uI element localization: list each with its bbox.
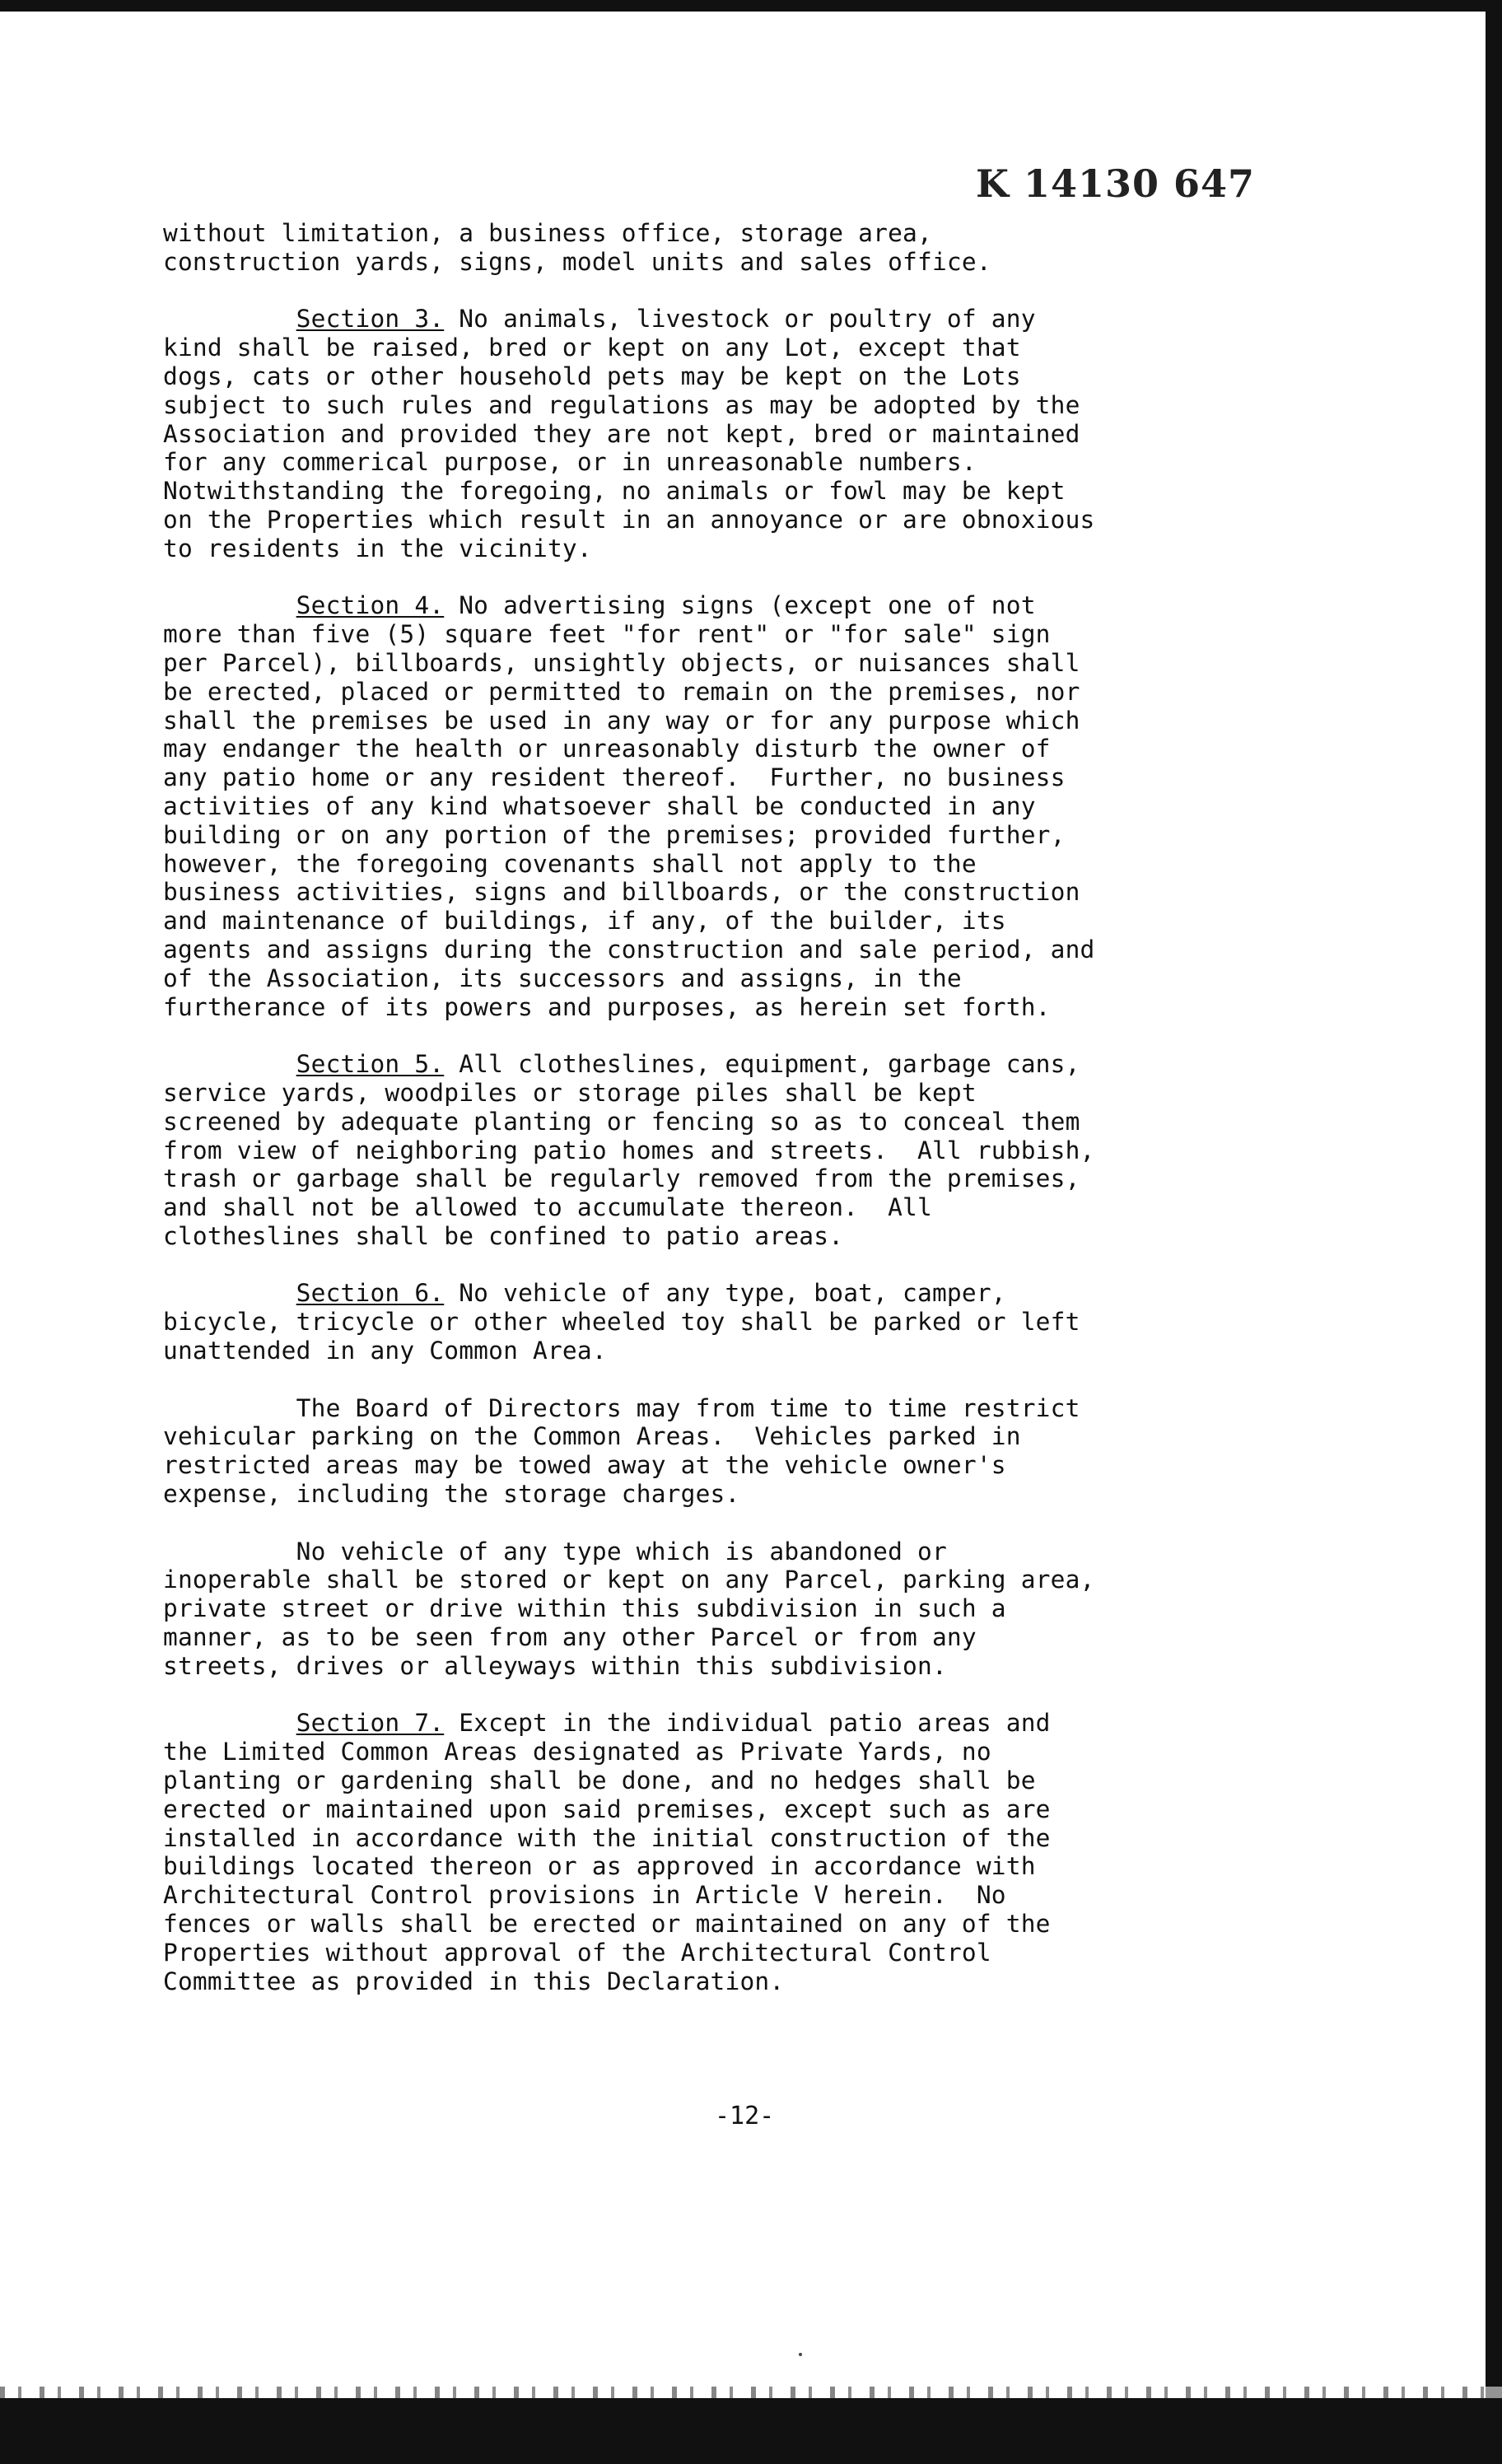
text-line <box>163 219 1299 248</box>
line-text: more than five (5) square feet "for rent" or "for sale" sign <box>163 620 1051 649</box>
text-line <box>163 936 1299 964</box>
text-line <box>163 1079 1299 1108</box>
line-text: Notwithstanding the foregoing, no animals or fowl may be kept <box>163 477 1066 506</box>
text-line <box>163 1308 1299 1337</box>
text-line <box>163 1050 1299 1079</box>
paragraph-indent <box>163 1050 296 1078</box>
line-text: manner, as to be seen from any other Parcel or from any <box>163 1623 977 1652</box>
text-line <box>163 1451 1299 1480</box>
line-text: expense, including the storage charges. <box>163 1480 740 1509</box>
text-line <box>163 964 1299 993</box>
line-text: agents and assigns during the construction and sale period, and <box>163 935 1095 964</box>
line-text: kind shall be raised, bred or kept on any Lot, except that <box>163 334 1021 362</box>
line-text: streets, drives or alleyways within this subdivision. <box>163 1651 947 1680</box>
line-text: screened by adequate planting or fencing so as to conceal them <box>163 1107 1080 1136</box>
document-paragraph <box>163 591 1299 1021</box>
text-line <box>163 620 1299 649</box>
line-text: Properties without approval of the Architectural Control <box>163 1938 991 1967</box>
document-paragraph <box>163 1279 1299 1365</box>
text-line <box>163 878 1299 907</box>
line-text: Architectural Control provisions in Article V herein. No <box>163 1881 1006 1910</box>
text-line <box>163 1852 1299 1881</box>
text-line <box>163 1164 1299 1193</box>
paragraph-indent <box>163 1279 296 1307</box>
line-text: restricted areas may be towed away at the vehicle owner's <box>163 1451 1006 1480</box>
line-text: No advertising signs (except one of not <box>444 591 1036 620</box>
text-line <box>163 850 1299 879</box>
text-line <box>163 1910 1299 1939</box>
page-number: -12- <box>715 2102 775 2130</box>
section-heading: Section 6. <box>296 1279 445 1308</box>
text-line <box>163 334 1299 362</box>
line-text: be erected, placed or permitted to remain on the premises, nor <box>163 677 1080 706</box>
line-text: per Parcel), billboards, unsightly objects, or nuisances shall <box>163 648 1080 677</box>
line-text: trash or garbage shall be regularly removed from the premises, <box>163 1164 1080 1193</box>
text-line <box>163 1939 1299 1967</box>
line-text: building or on any portion of the premises; provided further, <box>163 820 1066 849</box>
text-line <box>163 735 1299 763</box>
text-line <box>163 1623 1299 1652</box>
line-text: construction yards, signs, model units and sales office. <box>163 247 991 276</box>
text-line <box>163 763 1299 792</box>
document-paragraph <box>163 219 1299 277</box>
paragraph-indent <box>163 1394 296 1422</box>
section-heading: Section 3. <box>296 305 445 334</box>
line-text: of the Association, its successors and assigns, in the <box>163 964 962 992</box>
text-line <box>163 1795 1299 1824</box>
document-paragraph <box>163 1050 1299 1251</box>
line-text: on the Properties which result in an annoyance or are obnoxious <box>163 505 1095 534</box>
document-paragraph <box>163 1709 1299 1995</box>
line-text: clotheslines shall be confined to patio areas. <box>163 1221 844 1250</box>
text-line <box>163 678 1299 707</box>
text-line <box>163 248 1299 277</box>
text-line <box>163 1422 1299 1451</box>
line-text: private street or drive within this subdivision in such a <box>163 1594 1006 1623</box>
section-heading: Section 4. <box>296 591 445 620</box>
line-text: buildings located thereon or as approved in accordance with <box>163 1852 1036 1881</box>
line-text: service yards, woodpiles or storage piles shall be kept <box>163 1078 977 1107</box>
document-body <box>163 219 1299 2024</box>
text-line <box>163 1766 1299 1795</box>
line-text: No vehicle of any type, boat, camper, <box>444 1279 1006 1308</box>
line-text: and shall not be allowed to accumulate thereon. All <box>163 1193 932 1222</box>
line-text: shall the premises be used in any way or for any purpose which <box>163 706 1080 735</box>
document-paragraph <box>163 1538 1299 1681</box>
text-line <box>163 907 1299 936</box>
text-line <box>163 391 1299 420</box>
text-line <box>163 448 1299 477</box>
line-text: erected or maintained upon said premises, except such as are <box>163 1794 1051 1823</box>
text-line <box>163 1136 1299 1165</box>
text-line <box>163 591 1299 620</box>
line-text: any patio home or any resident thereof. Further, no business <box>163 763 1066 792</box>
line-text: fences or walls shall be erected or maintained on any of the <box>163 1910 1051 1939</box>
line-text: subject to such rules and regulations as may be adopted by the <box>163 390 1080 419</box>
text-line <box>163 1967 1299 1996</box>
line-text: without limitation, a business office, storage area, <box>163 219 932 247</box>
text-line <box>163 1279 1299 1308</box>
line-text: for any commerical purpose, or in unreasonable numbers. <box>163 448 977 477</box>
text-line <box>163 1594 1299 1623</box>
line-text: may endanger the health or unreasonably disturb the owner of <box>163 735 1051 763</box>
section-heading: Section 5. <box>296 1050 445 1079</box>
line-text: the Limited Common Areas designated as Private Yards, no <box>163 1738 991 1766</box>
document-paragraph <box>163 1394 1299 1509</box>
text-line <box>163 1709 1299 1738</box>
line-text: to residents in the vicinity. <box>163 534 592 562</box>
line-text: Committee as provided in this Declaration. <box>163 1967 785 1995</box>
line-text: activities of any kind whatsoever shall be conducted in any <box>163 791 1036 820</box>
line-text: dogs, cats or other household pets may be kept on the Lots <box>163 362 1021 390</box>
scan-speck <box>799 2353 802 2356</box>
text-line <box>163 993 1299 1022</box>
line-text: installed in accordance with the initial construction of the <box>163 1823 1051 1852</box>
scan-border-top <box>0 0 1502 12</box>
line-text: The Board of Directors may from time to time restrict <box>296 1393 1080 1422</box>
line-text: unattended in any Common Area. <box>163 1337 607 1365</box>
line-text: however, the foregoing covenants shall not apply to the <box>163 849 977 878</box>
text-line <box>163 821 1299 850</box>
line-text: business activities, signs and billboards, or the construction <box>163 878 1080 907</box>
line-text: inoperable shall be stored or kept on any Parcel, parking area, <box>163 1566 1095 1594</box>
line-text: vehicular parking on the Common Areas. Vehicles parked in <box>163 1422 1021 1451</box>
text-line <box>163 534 1299 563</box>
section-heading: Section 7. <box>296 1709 445 1738</box>
text-line <box>163 506 1299 534</box>
line-text: bicycle, tricycle or other wheeled toy shall be parked or left <box>163 1308 1080 1337</box>
text-line <box>163 649 1299 678</box>
text-line <box>163 1538 1299 1566</box>
text-line <box>163 420 1299 449</box>
text-line <box>163 305 1299 334</box>
line-text: No animals, livestock or poultry of any <box>444 305 1036 334</box>
text-line <box>163 1881 1299 1910</box>
text-line <box>163 1222 1299 1251</box>
text-line <box>163 1394 1299 1423</box>
text-line <box>163 707 1299 735</box>
text-line <box>163 477 1299 506</box>
line-text: from view of neighboring patio homes and streets. All rubbish, <box>163 1136 1095 1164</box>
scan-border-right <box>1486 0 1502 2464</box>
line-text: furtherance of its powers and purposes, as herein set forth. <box>163 992 1051 1021</box>
line-text: All clotheslines, equipment, garbage cans, <box>444 1050 1080 1079</box>
paragraph-indent <box>163 305 296 333</box>
scan-border-bottom <box>0 2398 1502 2464</box>
text-line <box>163 1337 1299 1365</box>
text-line <box>163 1824 1299 1853</box>
line-text: and maintenance of buildings, if any, of the builder, its <box>163 907 1006 936</box>
text-line <box>163 1566 1299 1594</box>
line-text: Association and provided they are not kept, bred or maintained <box>163 419 1080 448</box>
line-text: No vehicle of any type which is abandoned or <box>296 1537 947 1566</box>
document-paragraph <box>163 305 1299 562</box>
paragraph-indent <box>163 591 296 619</box>
text-line <box>163 362 1299 391</box>
scan-noise-strip <box>0 2387 1502 2398</box>
paragraph-indent <box>163 1538 296 1566</box>
text-line <box>163 792 1299 821</box>
recording-page-reference: K 14130 647 <box>976 161 1256 206</box>
line-text: Except in the individual patio areas and <box>444 1709 1051 1738</box>
text-line <box>163 1480 1299 1509</box>
text-line <box>163 1652 1299 1681</box>
text-line <box>163 1108 1299 1136</box>
paragraph-indent <box>163 1709 296 1737</box>
text-line <box>163 1193 1299 1222</box>
text-line <box>163 1738 1299 1766</box>
line-text: planting or gardening shall be done, and no hedges shall be <box>163 1766 1036 1795</box>
